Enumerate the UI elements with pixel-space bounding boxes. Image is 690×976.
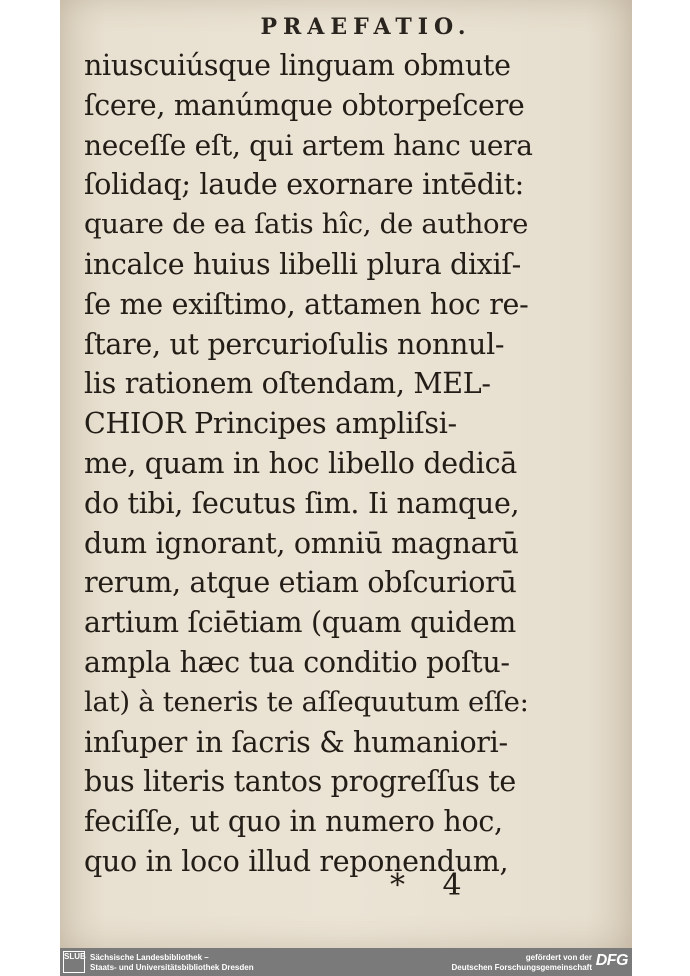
text-line: dum ignorant, omniū magnarū — [84, 526, 519, 560]
text-line: ſcere, manúmque obtorpeſcere — [84, 88, 525, 122]
funding-credit — [452, 953, 592, 972]
text-line: ſolidaq; laude exornare intēdit: — [84, 168, 524, 202]
text-line: inſuper in ſacris & humaniori- — [84, 725, 508, 759]
scanned-page — [60, 0, 632, 948]
text-line: CHIOR Principes ampliſsi- — [84, 407, 457, 441]
page-header: PRAEFATIO. — [260, 14, 472, 40]
text-line: quo in loco illud reponendum, — [84, 844, 509, 878]
library-footer — [60, 948, 632, 976]
library-name: Sächsische Landesbibliothek – — [90, 953, 209, 962]
text-line: incalce huius libelli plura dixiſ- — [84, 247, 521, 281]
text-line: ſe me exiſtimo, attamen hoc re- — [84, 287, 529, 321]
text-line: ampla hæc tua conditio poſtu- — [84, 645, 510, 679]
signature-mark: * 4 — [390, 868, 476, 903]
text-line: lat) à teneris te aſſequutum eſſe: — [84, 685, 529, 718]
text-line: niuscuiúsque linguam obmute — [84, 49, 511, 82]
text-line: ſtare, ut percurioſulis nonnul- — [84, 327, 505, 361]
text-line: lis rationem oſtendam, MEL- — [84, 367, 491, 401]
text-line: rerum, atque etiam obſcuriorū — [84, 566, 517, 600]
text-line: feciſſe, ut quo in numero hoc, — [84, 805, 503, 839]
funding-label: gefördert von der — [525, 953, 592, 962]
text-line: neceſſe eſt, qui artem hanc uera — [84, 128, 533, 162]
text-line: bus literis tantos progreſſus te — [84, 765, 516, 799]
slub-logo: SLUB — [63, 951, 85, 973]
text-line: do tibi, ſecutus ſim. Ii namque, — [84, 486, 520, 520]
text-line: quare de ea ſatis hîc, de authore — [84, 208, 529, 241]
funding-org: Deutschen Forschungsgemeinschaft — [451, 962, 592, 972]
library-credit — [90, 953, 254, 972]
text-line: artium ſciētiam (quam quidem — [84, 606, 517, 640]
text-line: me, quam in hoc libello dedicā — [84, 446, 517, 480]
library-subname: Staats- und Universitätsbibliothek Dresden — [90, 962, 254, 972]
dfg-logo: DFG — [595, 952, 628, 969]
body-text — [84, 46, 534, 882]
